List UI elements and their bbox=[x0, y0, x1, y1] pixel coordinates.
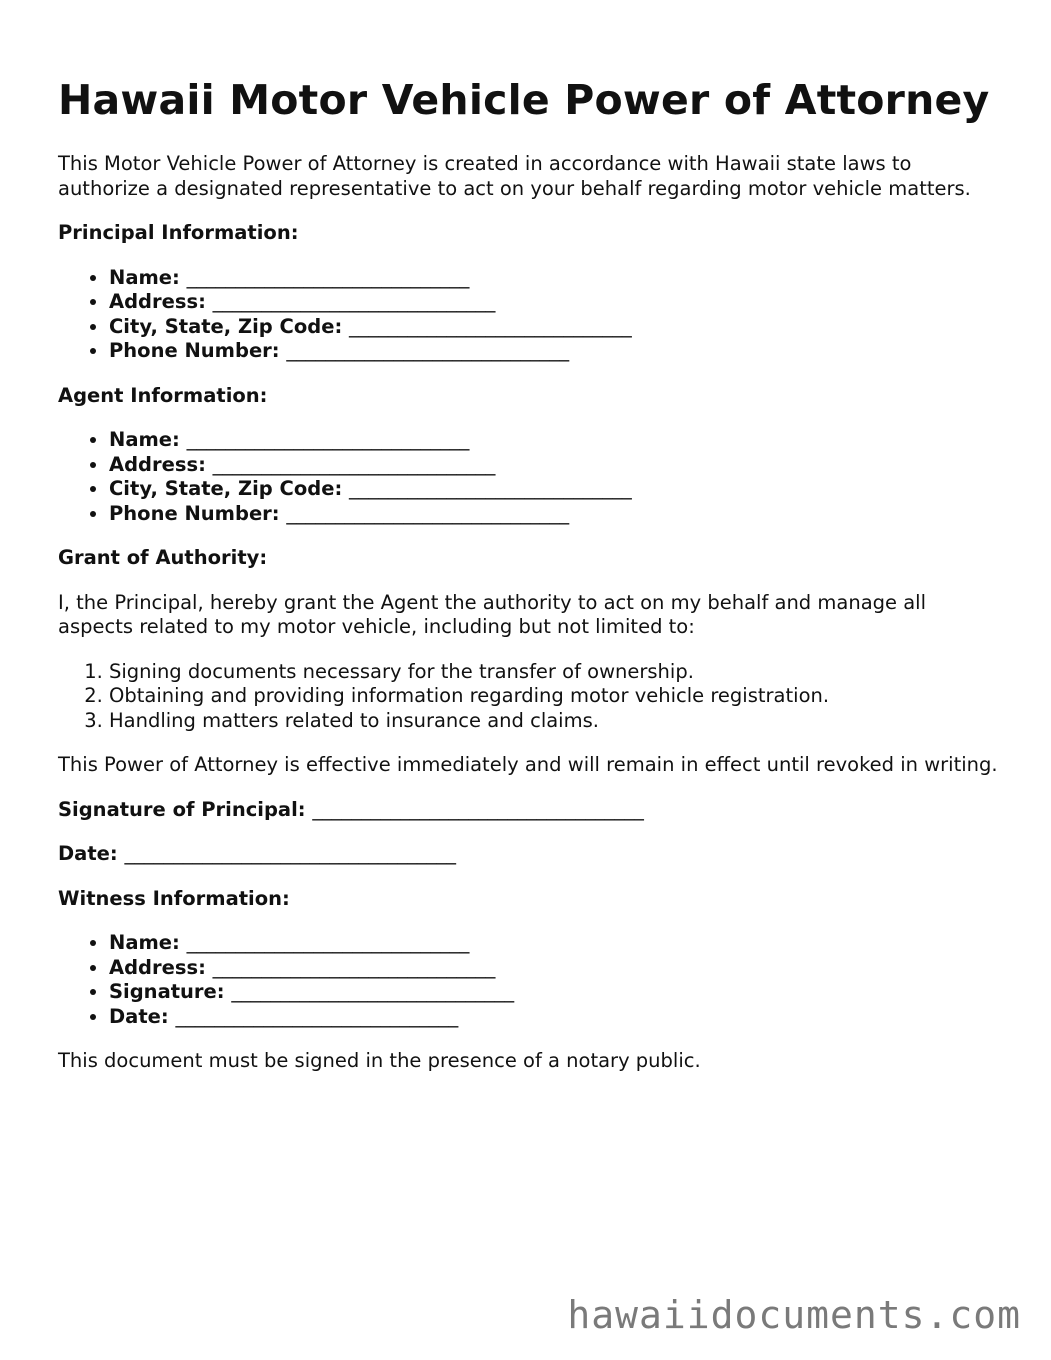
principal-heading: Principal Information: bbox=[58, 221, 299, 244]
field-label: Date: bbox=[109, 1004, 169, 1028]
field-blank: _____________________________ bbox=[186, 265, 470, 289]
document-page bbox=[58, 70, 998, 1094]
agent-city-state-zip-field[interactable] bbox=[109, 477, 998, 502]
field-label: City, State, Zip Code: bbox=[109, 477, 343, 500]
effective-paragraph: This Power of Attorney is effective immediately and will remain in effect until revoked in writing. bbox=[58, 753, 998, 776]
principal-address-field[interactable] bbox=[109, 290, 998, 315]
field-blank: _____________________________ bbox=[349, 477, 632, 500]
field-blank: _____________________________ bbox=[212, 290, 496, 313]
witness-date-field[interactable] bbox=[109, 1005, 998, 1030]
field-label: Address: bbox=[109, 452, 206, 476]
field-blank: _____________________________ bbox=[286, 501, 570, 525]
field-label: Date: bbox=[58, 842, 118, 865]
witness-heading: Witness Information: bbox=[58, 886, 290, 910]
field-blank: _____________________________ bbox=[186, 428, 470, 451]
field-label: Address: bbox=[109, 290, 206, 313]
field-label: Phone Number: bbox=[109, 339, 280, 362]
principal-date-field[interactable] bbox=[58, 842, 998, 867]
field-label: City, State, Zip Code: bbox=[109, 314, 343, 338]
field-label: Signature of Principal: bbox=[58, 797, 306, 821]
witness-fields-list bbox=[58, 931, 998, 1029]
agent-name-field[interactable] bbox=[109, 428, 998, 453]
document-title: Hawaii Motor Vehicle Power of Attorney bbox=[58, 76, 990, 124]
agent-fields-list bbox=[58, 428, 998, 526]
site-watermark: hawaiidocuments.com bbox=[567, 1293, 1021, 1337]
field-blank: _____________________________ bbox=[231, 980, 515, 1003]
witness-signature-field[interactable] bbox=[109, 980, 998, 1005]
field-blank: _____________________________ bbox=[212, 955, 496, 979]
agent-phone-field[interactable] bbox=[109, 502, 998, 527]
field-label: Name: bbox=[109, 428, 180, 451]
field-blank: _____________________________ bbox=[175, 1004, 459, 1028]
field-blank: __________________________________ bbox=[312, 797, 644, 821]
field-label: Address: bbox=[109, 955, 206, 979]
field-label: Name: bbox=[109, 265, 180, 289]
grant-paragraph: I, the Principal, hereby grant the Agent the authority to act on my behalf and manage all aspects related to my motor vehicle, including but not limited to: bbox=[58, 590, 926, 638]
grant-items-list bbox=[58, 660, 998, 734]
principal-fields-list bbox=[58, 266, 998, 364]
principal-signature-field[interactable] bbox=[58, 798, 998, 823]
witness-address-field[interactable] bbox=[109, 956, 998, 981]
field-label: Phone Number: bbox=[109, 501, 280, 525]
field-blank: _____________________________ bbox=[286, 339, 570, 362]
notary-paragraph: This document must be signed in the presence of a notary public. bbox=[58, 1049, 701, 1072]
field-blank: _____________________________ bbox=[212, 452, 496, 476]
grant-item: 1. Signing documents necessary for the transfer of ownership. bbox=[109, 660, 998, 685]
field-blank: _____________________________ bbox=[349, 314, 632, 338]
agent-heading: Agent Information: bbox=[58, 383, 268, 407]
grant-item: 3. Handling matters related to insurance and claims. bbox=[109, 709, 998, 734]
agent-address-field[interactable] bbox=[109, 453, 998, 478]
grant-heading: Grant of Authority: bbox=[58, 546, 268, 569]
principal-name-field[interactable] bbox=[109, 266, 998, 291]
grant-item: 2. Obtaining and providing information regarding motor vehicle registration. bbox=[109, 684, 998, 709]
principal-city-state-zip-field[interactable] bbox=[109, 315, 998, 340]
intro-paragraph: This Motor Vehicle Power of Attorney is created in accordance with Hawaii state laws to authorize a designated representative to act on your behalf regarding motor vehicle matters. bbox=[58, 152, 971, 200]
principal-phone-field[interactable] bbox=[109, 339, 998, 364]
witness-name-field[interactable] bbox=[109, 931, 998, 956]
field-blank: _____________________________ bbox=[186, 931, 470, 954]
field-blank: __________________________________ bbox=[124, 842, 456, 865]
field-label: Signature: bbox=[109, 980, 225, 1003]
field-label: Name: bbox=[109, 931, 180, 954]
